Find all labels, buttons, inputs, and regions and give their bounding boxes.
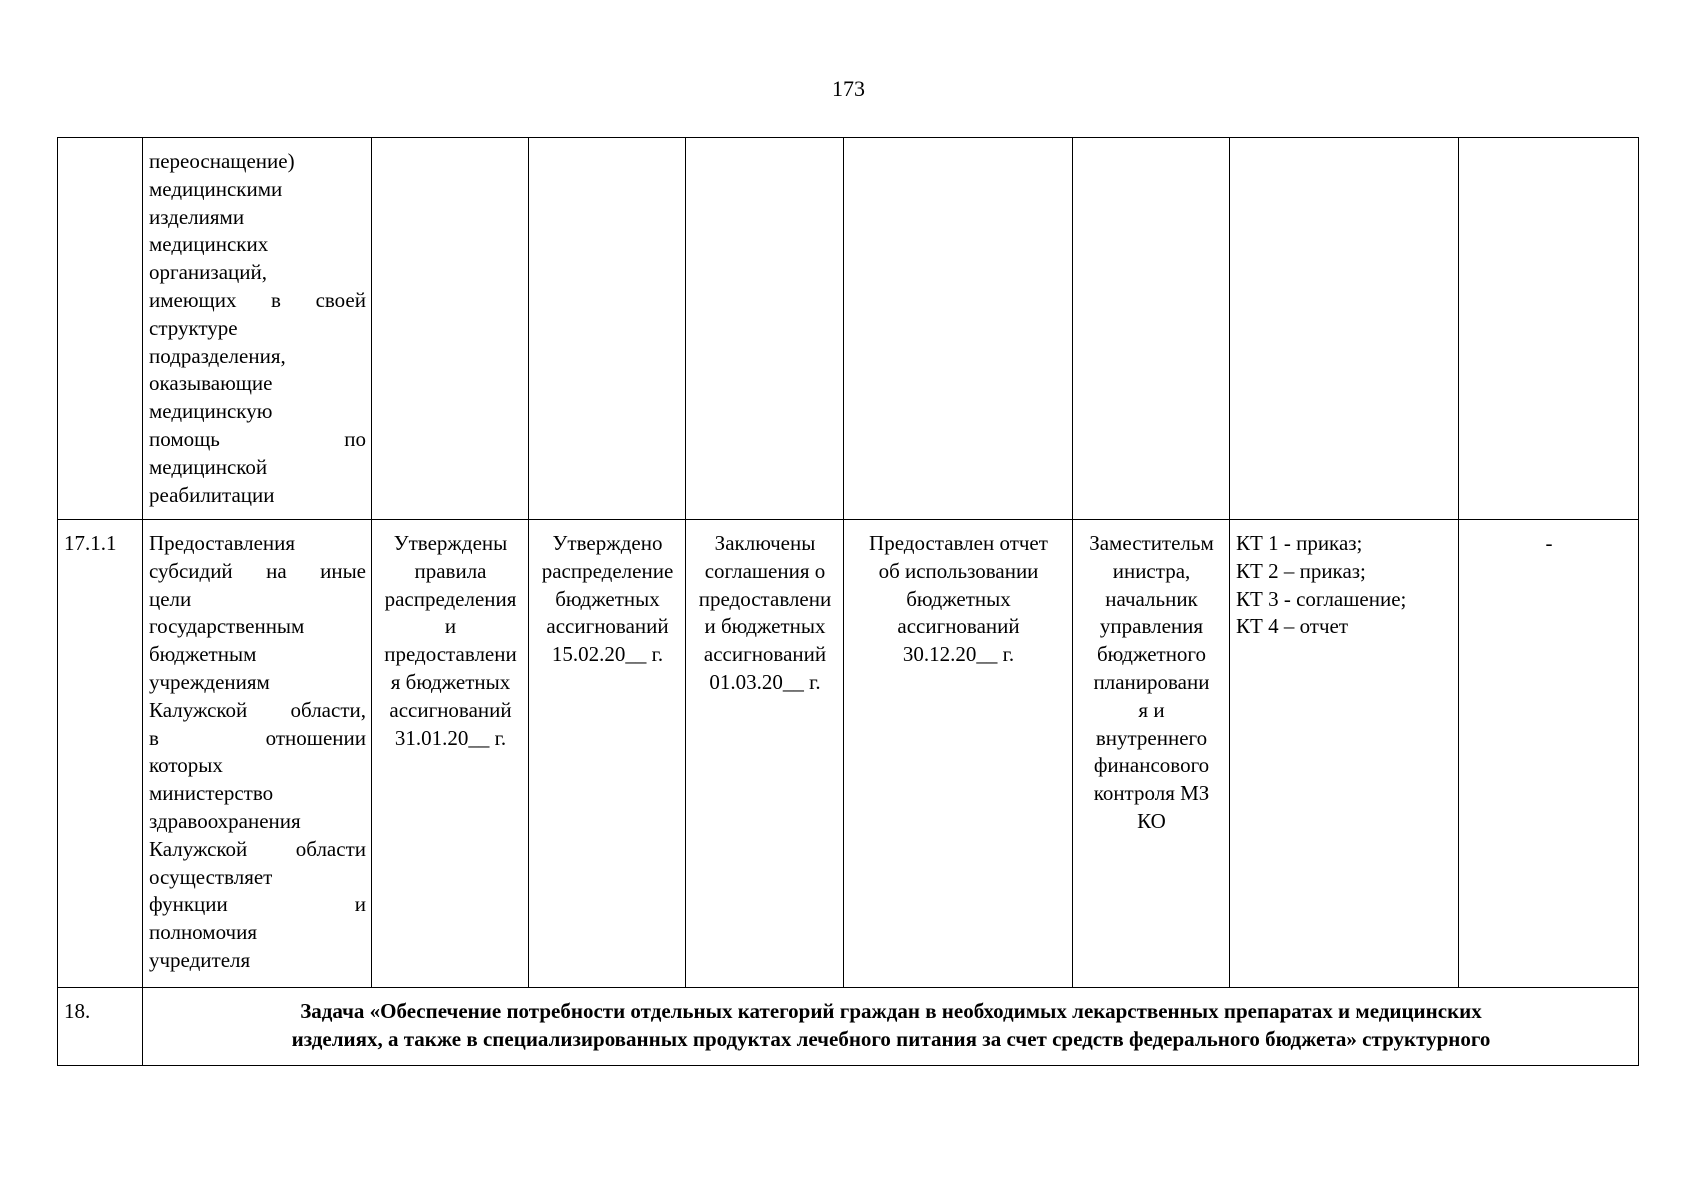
cell-line: Утверждены	[393, 531, 508, 555]
cell-line: Предоставлен отчет	[869, 531, 1048, 555]
cell-line: управления	[1099, 614, 1204, 639]
cell-line: организаций,	[149, 260, 267, 285]
cell-line: предоставлени	[698, 586, 832, 611]
cell-line: финансового	[1093, 753, 1210, 778]
description-cell	[143, 520, 372, 988]
cell-line: внутреннего	[1095, 725, 1208, 750]
cell-line: 30.12.20__ г.	[902, 642, 1015, 667]
cell-line: медицинской	[149, 454, 268, 479]
cell-line: функции и	[149, 892, 366, 917]
cell-line: министерство	[149, 781, 274, 806]
cell-line: бюджетного	[1096, 642, 1207, 667]
row-number-cell: 18.	[58, 988, 143, 1066]
row-18	[58, 988, 1639, 1066]
cell-line: изделиями	[149, 204, 245, 229]
kt4-cell	[844, 138, 1073, 520]
cell-line: осуществляет	[149, 864, 273, 889]
cell-line: в отношении	[149, 725, 366, 750]
row-17-1-1	[58, 520, 1639, 988]
cell-line: помощь по	[149, 426, 366, 451]
cell-line: Задача «Обеспечение потребности отдельных категорий граждан в необходимых лекарственных препаратах и медицинских	[300, 999, 1482, 1023]
row-number-cell: 17.1.1	[58, 520, 143, 988]
description-cell	[143, 138, 372, 520]
cell-line: медицинскую	[149, 399, 273, 424]
page-number: 173	[832, 76, 865, 101]
cell-line: ассигнований	[389, 697, 512, 722]
cell-line: предоставлени	[384, 642, 517, 667]
task-cell	[143, 988, 1639, 1066]
documents-cell	[1230, 138, 1459, 520]
cell-line: субсидий на иные	[149, 558, 366, 583]
cell-line: я бюджетных	[390, 669, 511, 694]
cell-line: бюджетных	[555, 586, 660, 611]
cell-line: правила	[414, 558, 487, 583]
cell-line: учредителя	[149, 947, 251, 972]
cell-line: КТ 1 - приказ;	[1236, 531, 1363, 555]
kt4-cell	[844, 520, 1073, 988]
cell-line: 15.02.20__ г.	[551, 642, 664, 667]
kt1-cell	[372, 138, 529, 520]
cell-line: медицинских	[149, 232, 269, 257]
cell-line: полномочия	[149, 920, 257, 945]
documents-cell	[1230, 520, 1459, 988]
cell-line: реабилитации	[149, 482, 275, 507]
cell-line: имеющих в своей	[149, 287, 366, 312]
cell-line: структуре	[149, 315, 238, 340]
cell-line: Предоставления	[149, 531, 296, 555]
cell-line: Утверждено	[552, 531, 663, 555]
cell-line: планировани	[1093, 669, 1210, 694]
cell-line: здравоохранения	[149, 808, 301, 833]
cell-line: распределения	[384, 586, 517, 611]
cell-line: Калужской области	[149, 836, 366, 861]
row-number-cell	[58, 138, 143, 520]
cell-line: я и	[1138, 697, 1165, 722]
continuation-row	[58, 138, 1639, 520]
cell-line: и бюджетных	[704, 614, 826, 639]
kt3-cell	[686, 520, 844, 988]
plan-table	[57, 137, 1639, 1066]
cell-line: ассигнований	[897, 614, 1020, 639]
cell-line: бюджетных	[906, 586, 1011, 611]
cell-line: Заключены	[714, 531, 816, 555]
cell-line: контроля МЗ	[1093, 781, 1210, 806]
cell-line: подразделения,	[149, 343, 286, 368]
last-cell: -	[1459, 520, 1639, 988]
cell-line: 01.03.20__ г.	[709, 669, 821, 694]
cell-line: бюджетным	[149, 642, 257, 667]
cell-line: переоснащение)	[149, 149, 295, 173]
kt2-cell	[529, 520, 686, 988]
responsible-cell	[1073, 138, 1230, 520]
cell-line: учреждениям	[149, 669, 270, 694]
cell-line: ассигнований	[703, 642, 827, 667]
cell-line: инистра,	[1112, 558, 1191, 583]
responsible-cell	[1073, 520, 1230, 988]
cell-line: КТ 4 – отчет	[1236, 614, 1349, 639]
cell-line: КО	[1137, 808, 1166, 833]
cell-line: цели	[149, 586, 192, 611]
cell-line: 31.01.20__ г.	[394, 725, 507, 750]
cell-line: Калужской области,	[149, 697, 366, 722]
cell-line: соглашения о	[704, 558, 826, 583]
kt2-cell	[529, 138, 686, 520]
cell-line: и	[444, 614, 457, 639]
cell-line: начальник	[1105, 586, 1198, 611]
cell-line: об использовании	[878, 558, 1039, 583]
kt1-cell	[372, 520, 529, 988]
cell-line: Заместительм	[1089, 531, 1214, 555]
cell-line: медицинскими	[149, 176, 283, 201]
last-cell	[1459, 138, 1639, 520]
cell-line: которых	[149, 753, 223, 778]
cell-line: изделиях, а также в специализированных продуктах лечебного питания за счет средств федерального бюджета» структурного	[291, 1026, 1491, 1051]
kt3-cell	[686, 138, 844, 520]
cell-line: КТ 3 - соглашение;	[1236, 586, 1407, 611]
cell-line: КТ 2 – приказ;	[1236, 558, 1366, 583]
cell-line: оказывающие	[149, 371, 273, 396]
cell-line: государственным	[149, 614, 305, 639]
cell-line: распределение	[541, 558, 674, 583]
cell-line: ассигнований	[546, 614, 669, 639]
